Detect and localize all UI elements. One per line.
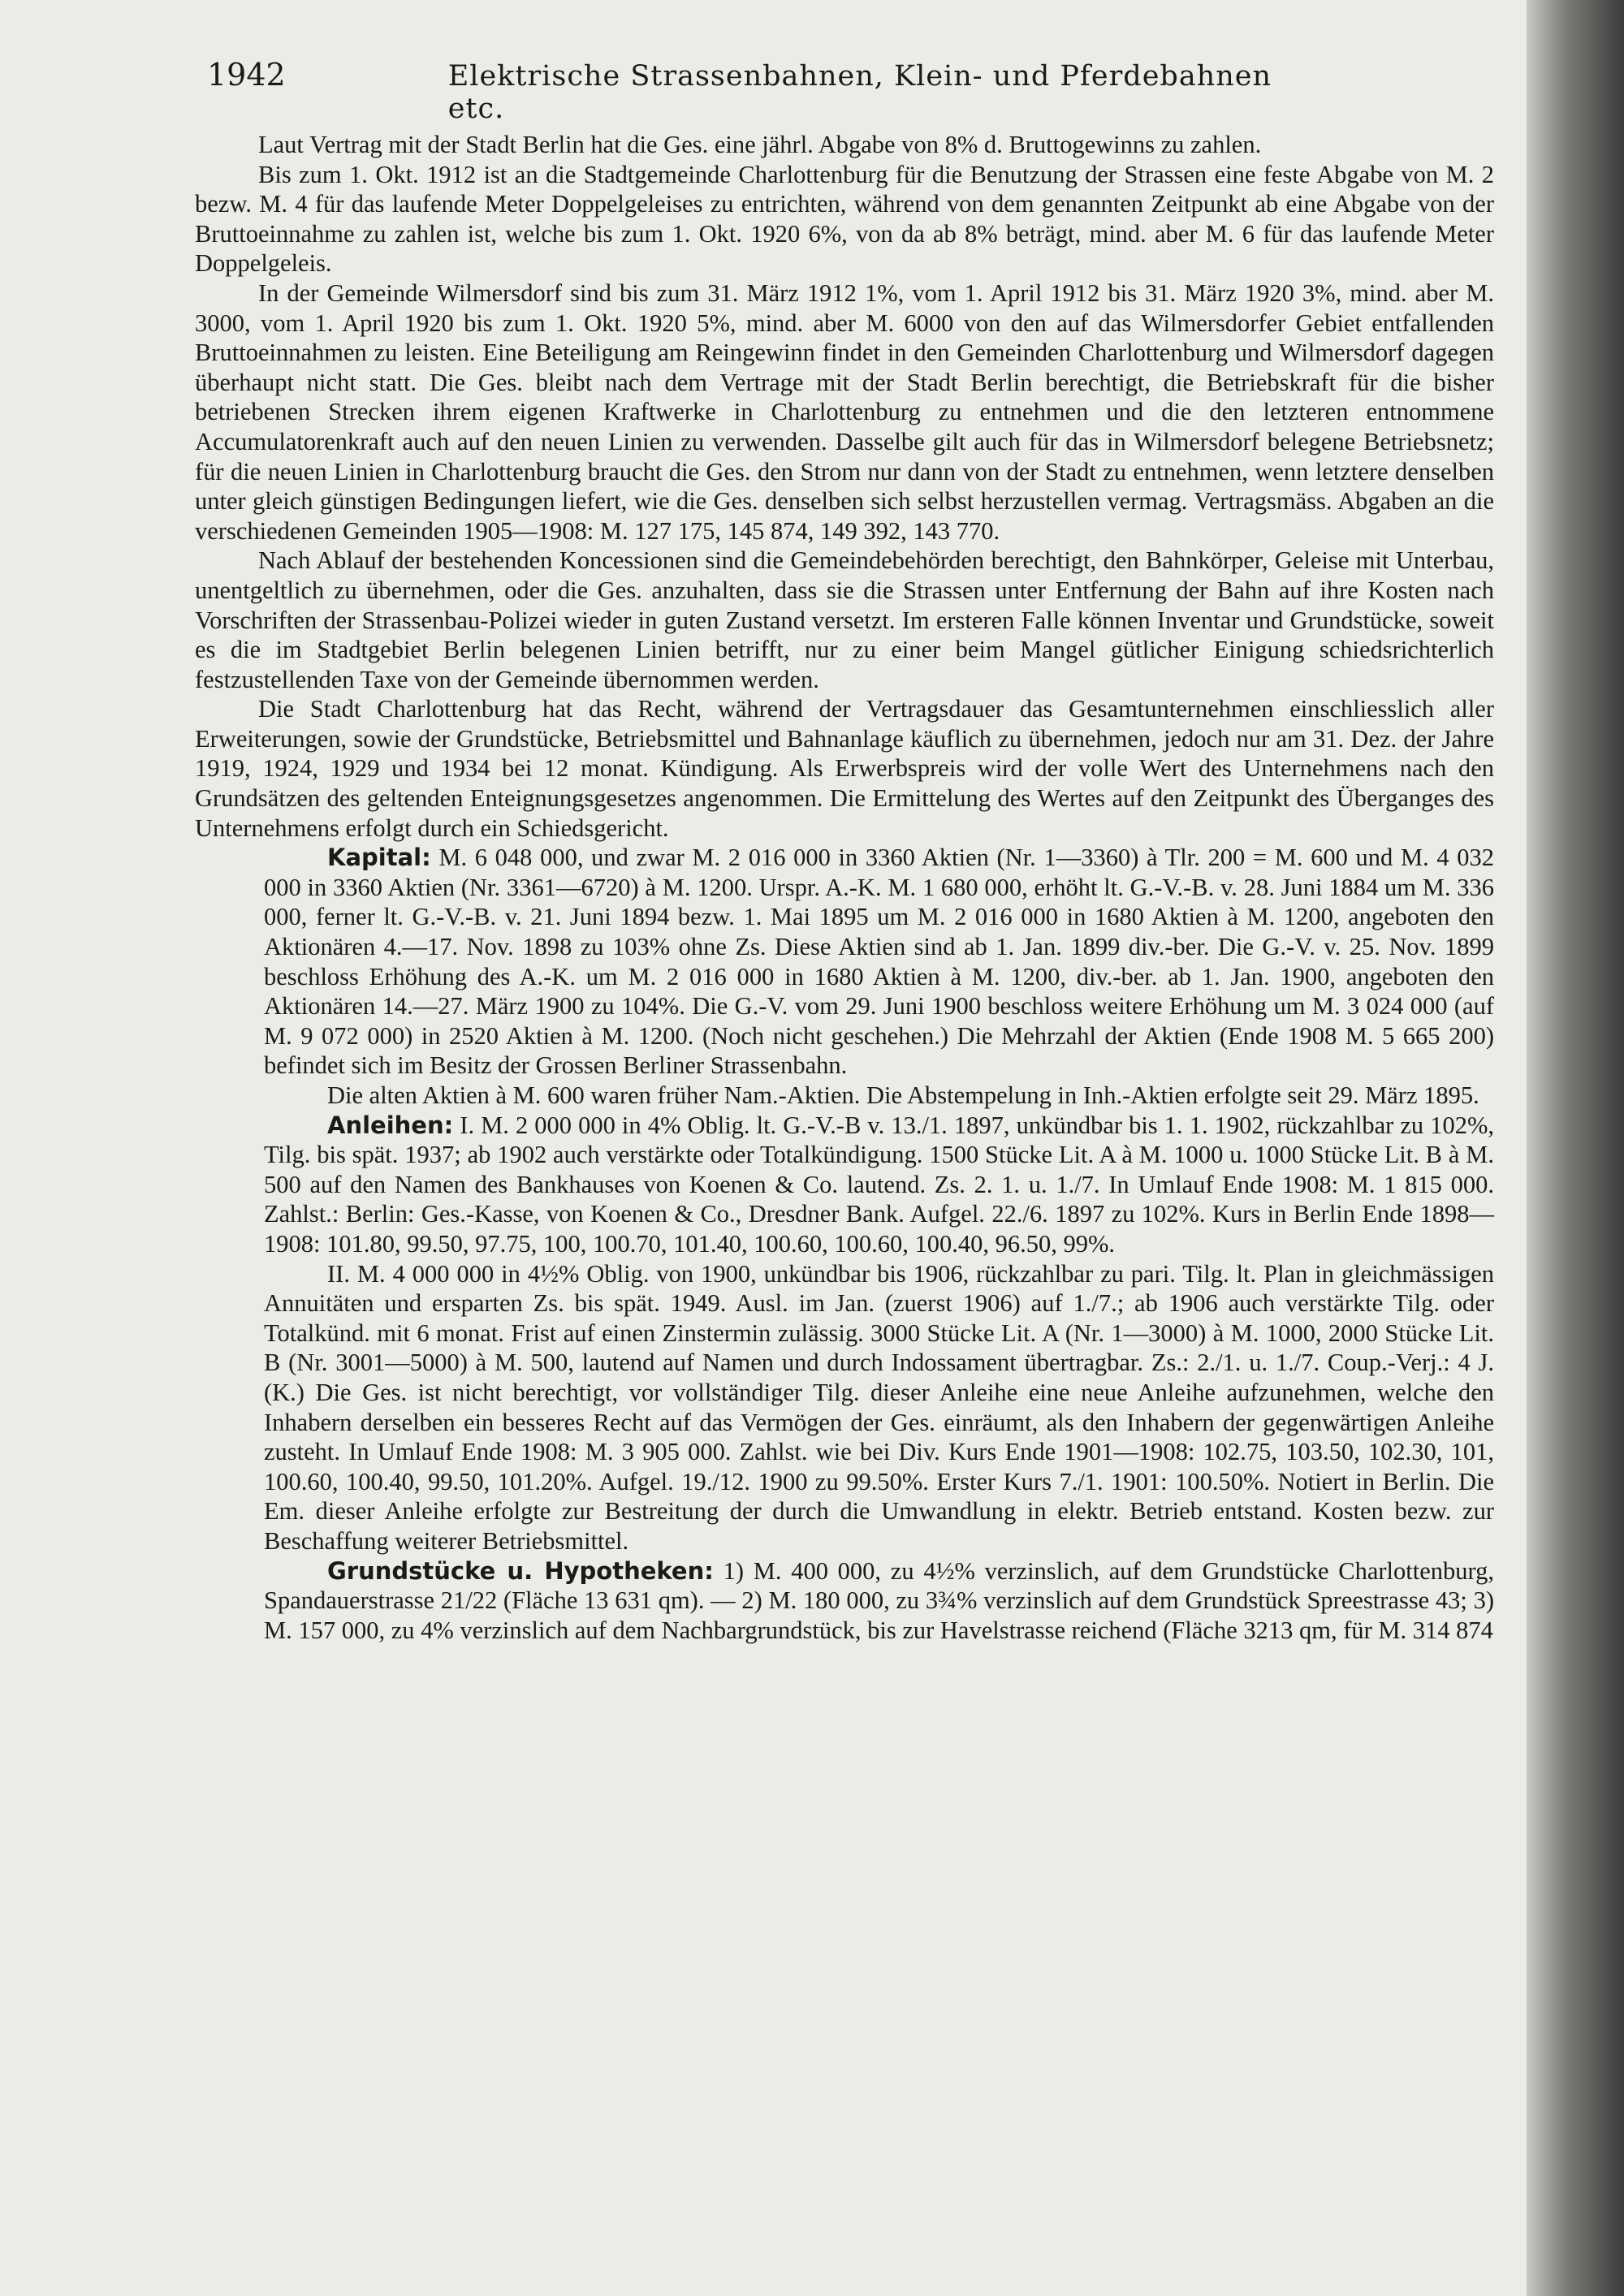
paragraph-uebernahmerecht: Die Stadt Charlottenburg hat das Recht, während der Vertragsdauer das Gesamtunternehmen einschliesslich aller Erweiterungen, sowie der Grundstücke, Betriebsmittel und Bahnanlage käuflich zu übernehmen, jedoch nur am 31. Dez. der Jahre 1919, 1924, 1929 und 1934 bei 12 monat. Kündigung. Als Erwerbspreis wird der volle Wert des Unternehmens nach den Grundsätzen des geltenden Enteignungsgesetzes angenommen. Die Ermittelung des Wertes auf den Zeitpunkt des Überganges des Unternehmens erfolgt durch ein Schiedsgericht. [195, 695, 1494, 842]
paragraph-berlin-abgabe: Laut Vertrag mit der Stadt Berlin hat die Ges. eine jährl. Abgabe von 8% d. Bruttogewinns zu zahlen. [258, 131, 1262, 158]
kapital-note: Die alten Aktien à M. 600 waren früher Nam.-Aktien. Die Abstempelung in Inh.-Aktien erfolgte seit 29. März 1895. [327, 1081, 1479, 1109]
running-head: Elektrische Strassenbahnen, Klein- und Pferdebahnen etc. [447, 60, 1272, 125]
section-label-kapital: Kapital: [327, 844, 431, 872]
book-spine-edge [1527, 0, 1624, 2296]
section-anleihen [195, 1111, 1494, 1259]
section-grundstuecke [195, 1556, 1494, 1646]
paragraph-koncessionen: Nach Ablauf der bestehenden Koncessionen sind die Gemeindebehörden berechtigt, den Bahnkörper, Geleise mit Unterbau, unentgeltlich zu übernehmen, oder die Ges. anzuhalten, dass sie die Strassen unter Entfernung der Bahn auf ihre Kosten nach Vorschriften der Strassenbau-Polizei wieder in guten Zustand versetzt. Im ersteren Falle können Inventar und Grundstücke, soweit es die im Stadtgebiet Berlin belegenen Linien betrifft, nur zu einer beim Mangel gütlicher Einigung schiedsrichterlich festzustellenden Taxe von der Gemeinde übernommen werden. [195, 546, 1494, 693]
page-header [207, 57, 1320, 125]
page-number: 1942 [207, 57, 286, 93]
body-text [195, 130, 1494, 1645]
paragraph-wilmersdorf: In der Gemeinde Wilmersdorf sind bis zum 31. März 1912 1%, vom 1. April 1912 bis 31. März 1920 3%, mind. aber M. 3000, vom 1. April 1920 bis zum 1. Okt. 1920 5%, mind. aber M. 6000 von den auf das Wilmersdorfer Gebiet entfallenden Bruttoeinnahmen zu leisten. Eine Beteiligung am Reingewinn findet in den Gemeinden Charlottenburg und Wilmersdorf dagegen überhaupt nicht statt. Die Ges. bleibt nach dem Vertrage mit der Stadt Berlin berechtigt, die Betriebskraft für die bisher betriebenen Strecken ihrem eigenen Kraftwerke in Charlottenburg zu entnehmen und die den letzteren entnommene Accumulatorenkraft auch auf den neuen Linien zu verwenden. Dasselbe gilt auch für das in Wilmersdorf belegene Betriebsnetz; für die neuen Linien in Charlottenburg braucht die Ges. den Strom nur dann von der Stadt zu entnehmen, wenn letztere denselben unter gleich günstigen Bedingungen liefert, wie die Ges. denselben sich selbst herzustellen vermag. Vertragsmäss. Abgaben an die verschiedenen Gemeinden 1905—1908: M. 127 175, 145 874, 149 392, 143 770. [195, 278, 1494, 545]
anleihen-text-1: I. M. 2 000 000 in 4% Oblig. lt. G.-V.-B v. 13./1. 1897, unkündbar bis 1. 1. 1902, rückzahlbar zu 102%, Tilg. bis spät. 1937; ab 1902 auch verstärkte oder Totalkündigung. 1500 Stücke Lit. A à M. 1000 u. 1000 Stücke Lit. B à M. 500 auf den Namen des Bankhauses von Koenen & Co. lautend. Zs. 2. 1. u. 1./7. In Umlauf Ende 1908: M. 1 815 000. Zahlst.: Berlin: Ges.-Kasse, von Koenen & Co., Dresdner Bank. Aufgel. 22./6. 1897 zu 102%. Kurs in Berlin Ende 1898—1908: 101.80, 99.50, 97.75, 100, 100.70, 101.40, 100.60, 100.60, 100.40, 96.50, 99%. [264, 1111, 1494, 1258]
anleihen-text-2: II. M. 4 000 000 in 4½% Oblig. von 1900, unkündbar bis 1906, rückzahlbar zu pari. Tilg. lt. Plan in gleichmässigen Annuitäten und ersparten Zs. bis spät. 1949. Ausl. im Jan. (zuerst 1906) auf 1./7.; ab 1906 auch verstärkte Tilg. oder Totalkünd. mit 6 monat. Frist auf einen Zinstermin zulässig. 3000 Stücke Lit. A (Nr. 1—3000) à M. 1000, 2000 Stücke Lit. B (Nr. 3001—5000) à M. 500, lautend auf Namen und durch Indossament übertragbar. Zs.: 2./1. u. 1./7. Coup.-Verj.: 4 J. (K.) Die Ges. ist nicht berechtigt, vor vollständiger Tilg. dieser Anleihe eine neue Anleihe aufzunehmen, welche den Inhabern derselben ein besseres Recht auf das Vermögen der Ges. einräumt, als den Inhabern der gegenwärtigen Anleihe zusteht. In Umlauf Ende 1908: M. 3 905 000. Zahlst. wie bei Div. Kurs Ende 1901—1908: 102.75, 103.50, 102.30, 101, 100.60, 100.40, 99.50, 101.20%. Aufgel. 19./12. 1900 zu 99.50%. Erster Kurs 7./1. 1901: 100.50%. Notiert in Berlin. Die Em. dieser Anleihe erfolgte zur Bestreitung der durch die Umwandlung in elektr. Betrieb entstand. Kosten bezw. zur Beschaffung weiterer Betriebsmittel. [264, 1259, 1494, 1555]
section-label-grundstuecke: Grundstücke u. Hypotheken: [327, 1556, 714, 1585]
grundstuecke-text: 1) M. 400 000, zu 4½% verzinslich, auf dem Grundstücke Charlottenburg, Spandauerstrasse 21/22 (Fläche 13 631 qm). — 2) M. 180 000, zu 3¾% verzinslich auf dem Grundstück Spreestrasse 43; 3) M. 157 000, zu 4% verzinslich auf dem Nachbargrundstück, bis zur Havelstrasse reichend (Fläche 3213 qm, für M. 314 874 [264, 1556, 1494, 1644]
paragraph-charlottenburg-abgabe: Bis zum 1. Okt. 1912 ist an die Stadtgemeinde Charlottenburg für die Benutzung der Strassen eine feste Abgabe von M. 2 bezw. M. 4 für das laufende Meter Doppelgeleises zu entrichten, während von dem genannten Zeitpunkt ab eine Abgabe von der Bruttoeinnahme zu zahlen ist, welche bis zum 1. Okt. 1920 6%, von da ab 8% beträgt, mind. aber M. 6 für das laufende Meter Doppelgeleis. [195, 160, 1494, 278]
section-kapital [195, 843, 1494, 1081]
section-label-anleihen: Anleihen: [327, 1111, 454, 1139]
kapital-text: M. 6 048 000, und zwar M. 2 016 000 in 3360 Aktien (Nr. 1—3360) à Tlr. 200 = M. 600 und M. 4 032 000 in 3360 Aktien (Nr. 3361—6720) à M. 1200. Urspr. A.-K. M. 1 680 000, erhöht lt. G.-V.-B. v. 28. Juni 1884 um M. 336 000, ferner lt. G.-V.-B. v. 21. Juni 1894 bezw. 1. Mai 1895 um M. 2 016 000 in 1680 Aktien à M. 1200, angeboten den Aktionären 4.—17. Nov. 1898 zu 103% ohne Zs. Diese Aktien sind ab 1. Jan. 1899 div.-ber. Die G.-V. v. 25. Nov. 1899 beschloss Erhöhung des A.-K. um M. 2 016 000 in 1680 Aktien à M. 1200, div.-ber. ab 1. Jan. 1900, angeboten den Aktionären 14.—27. März 1900 zu 104%. Die G.-V. vom 29. Juni 1900 beschloss weitere Erhöhung um M. 3 024 000 (auf M. 9 072 000) in 2520 Aktien à M. 1200. (Noch nicht geschehen.) Die Mehrzahl der Aktien (Ende 1908 M. 5 665 200) befindet sich im Besitz der Grossen Berliner Strassenbahn. [264, 844, 1494, 1080]
